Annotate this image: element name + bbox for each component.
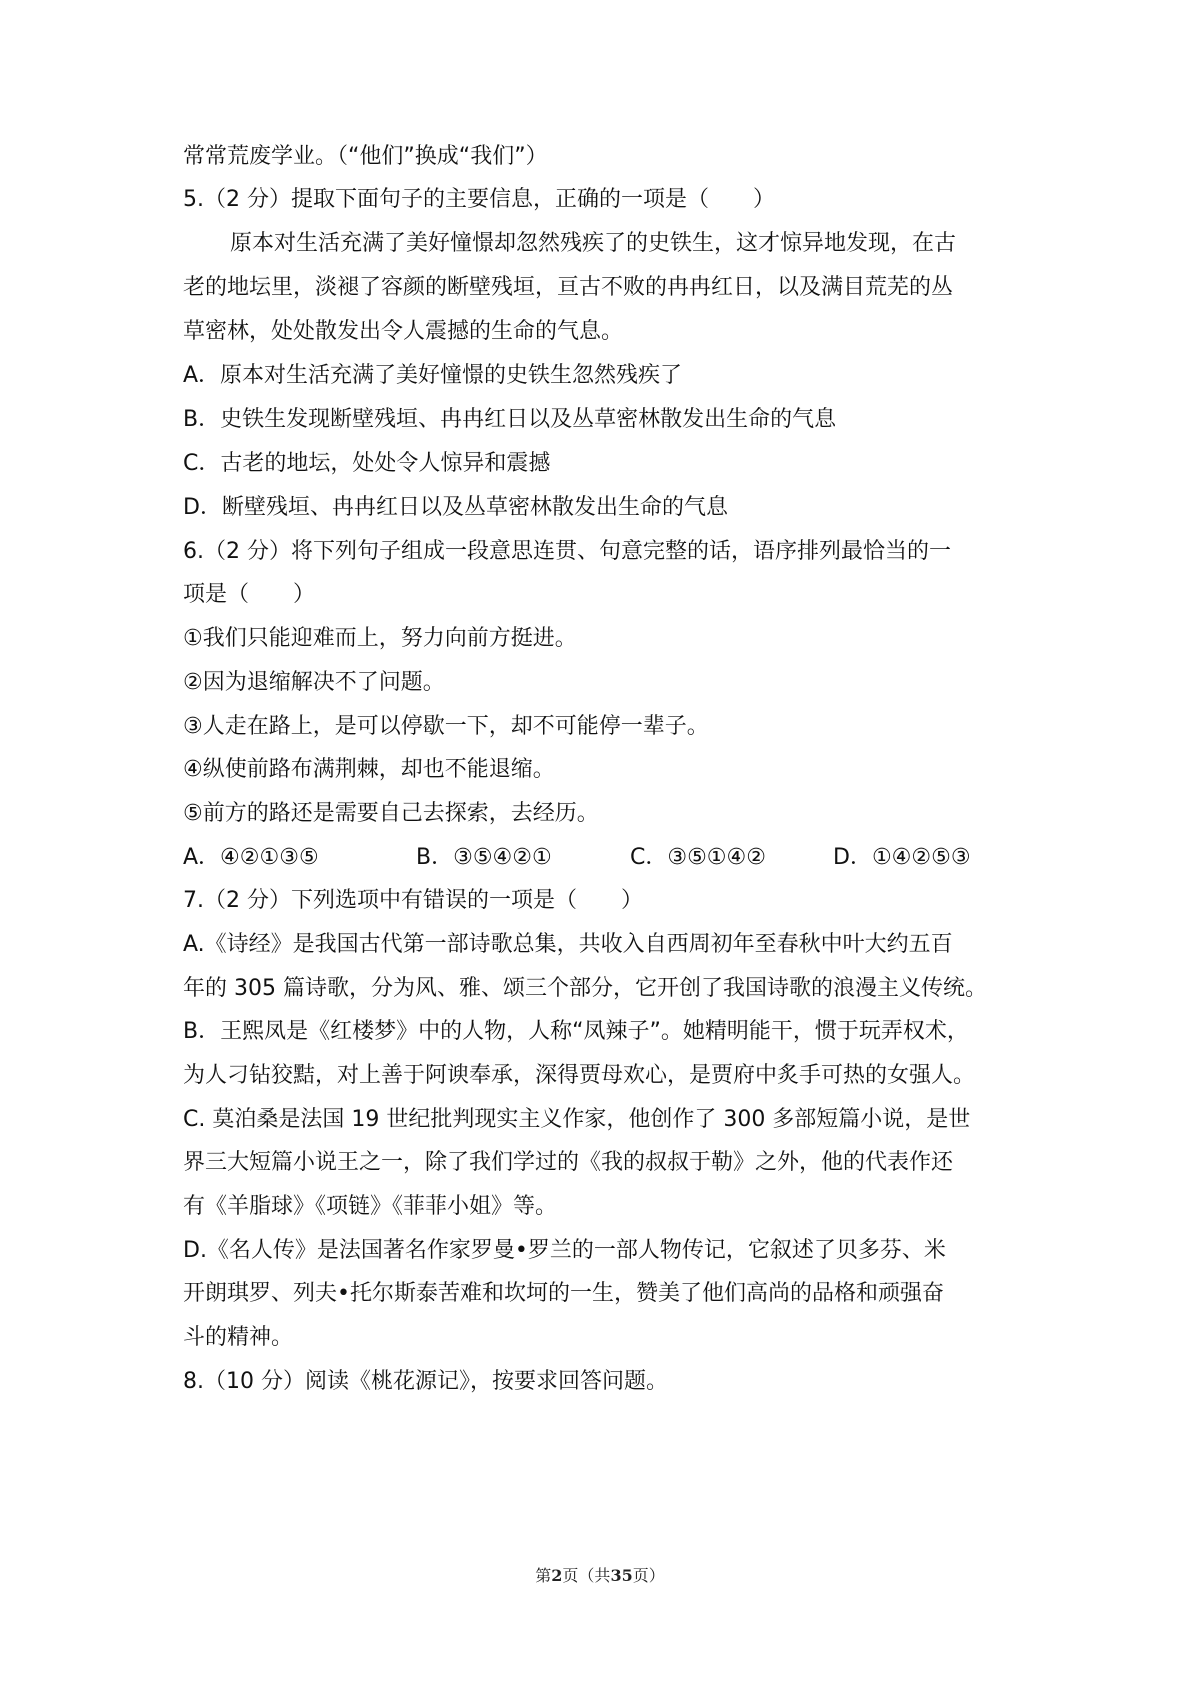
text-line: 常常荒废学业。（“他们”换成“我们”）: [183, 144, 548, 169]
question-7-option-c: 有《羊脂球》《项链》《菲菲小姐》等。: [183, 1194, 558, 1219]
question-5-option-a: A．原本对生活充满了美好憧憬的史铁生忽然残疾了: [183, 363, 683, 388]
question-5-option-b: B．史铁生发现断壁残垣、冉冉红日以及丛草密林散发出生命的气息: [183, 407, 837, 432]
footer-prefix: 第: [535, 1566, 552, 1585]
current-page-number: 2: [551, 1566, 563, 1585]
question-6-option-b: B．③⑤④②①: [416, 845, 552, 870]
question-7-option-c: C. 莫泊桑是法国 19 世纪批判现实主义作家，他创作了 300 多部短篇小说，是世: [183, 1107, 971, 1132]
footer-suffix: 页）: [632, 1566, 665, 1585]
question-6-stem: 6.（2 分）将下列句子组成一段意思连贯、句意完整的话，语序排列最恰当的一: [183, 539, 951, 564]
question-6-option-d: D．①④②⑤③: [833, 845, 971, 870]
question-7-option-c: 界三大短篇小说王之一，除了我们学过的《我的叔叔于勒》之外，他的代表作还: [183, 1150, 954, 1175]
footer-mid: 页（共: [562, 1566, 611, 1585]
question-5-option-c: C．古老的地坛，处处令人惊异和震撼: [183, 451, 551, 476]
question-5-passage: 草密林，处处散发出令人震撼的生命的气息。: [183, 319, 624, 344]
question-5-option-d: D．断壁残垣、冉冉红日以及丛草密林散发出生命的气息: [183, 495, 728, 520]
question-6-sentence: ①我们只能迎难而上，努力向前方挺进。: [183, 626, 577, 651]
question-5-passage: 老的地坛里，淡褪了容颜的断壁残垣，亘古不败的冉冉红日，以及满目荒芜的丛: [183, 275, 954, 300]
question-7-stem: 7.（2 分）下列选项中有错误的一项是（ ）: [183, 888, 643, 913]
question-6-sentence: ⑤前方的路还是需要自己去探索，去经历。: [183, 801, 599, 826]
page-number-footer: [0, 1563, 1200, 1586]
question-8-stem: 8.（10 分）阅读《桃花源记》，按要求回答问题。: [183, 1369, 668, 1394]
question-7-option-b: B．王熙凤是《红楼梦》中的人物，人称“凤辣子”。她精明能干，惯于玩弄权术，: [183, 1019, 969, 1044]
question-5-stem: 5.（2 分）提取下面句子的主要信息，正确的一项是（ ）: [183, 187, 775, 212]
question-7-option-d: D.《名人传》是法国著名作家罗曼•罗兰的一部人物传记，它叙述了贝多芬、米: [183, 1238, 946, 1263]
question-6-option-c: C．③⑤①④②: [630, 845, 766, 870]
question-5-passage: 原本对生活充满了美好憧憬却忽然残疾了的史铁生，这才惊异地发现，在古: [230, 231, 957, 256]
question-6-stem: 项是（ ）: [183, 582, 316, 607]
question-7-option-b: 为人刁钻狡黠，对上善于阿谀奉承，深得贾母欢心，是贾府中炙手可热的女强人。: [183, 1063, 976, 1088]
total-page-number: 35: [610, 1566, 633, 1585]
question-7-option-a: A.《诗经》是我国古代第一部诗歌总集，共收入自西周初年至春秋中叶大约五百: [183, 932, 953, 957]
question-6-sentence: ②因为退缩解决不了问题。: [183, 670, 445, 695]
question-6-sentence: ④纵使前路布满荆棘，却也不能退缩。: [183, 757, 555, 782]
question-6-sentence: ③人走在路上，是可以停歇一下，却不可能停一辈子。: [183, 714, 709, 739]
question-7-option-d: 斗的精神。: [183, 1325, 294, 1350]
question-6-option-a: A．④②①③⑤: [183, 845, 319, 870]
question-7-option-a: 年的 305 篇诗歌，分为风、雅、颂三个部分，它开创了我国诗歌的浪漫主义传统。: [183, 976, 987, 1001]
question-7-option-d: 开朗琪罗、列夫•托尔斯泰苦难和坎坷的一生，赞美了他们高尚的品格和顽强奋: [183, 1281, 944, 1306]
